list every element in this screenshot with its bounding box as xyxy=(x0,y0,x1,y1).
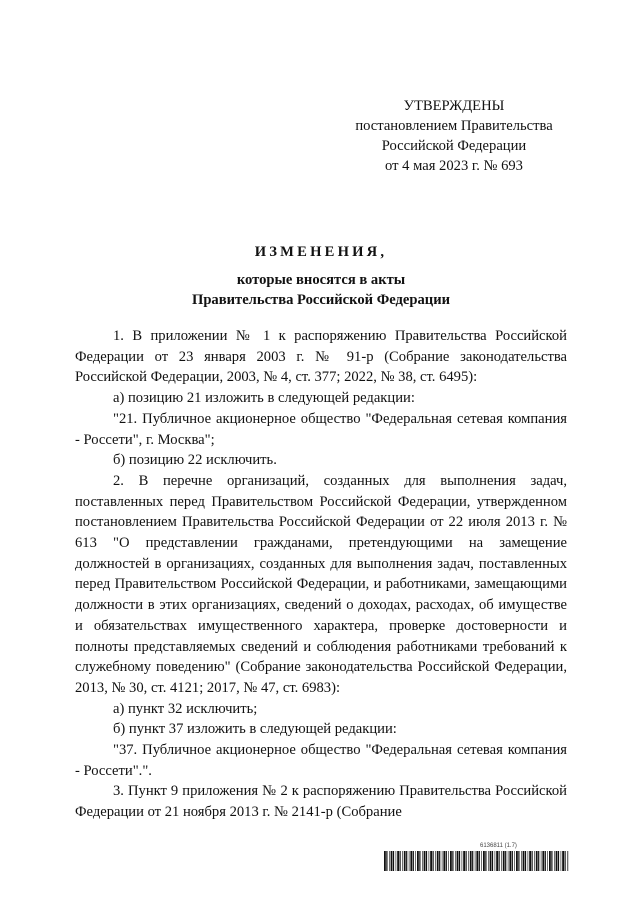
paragraph-item-3: 3. Пункт 9 приложения № 2 к распоряжению Правительства Российской Федерации от 21 ноября 2013 г. № 2141-р (Собрание xyxy=(75,783,567,821)
paragraph-subitem-2a: а) пункт 32 исключить; xyxy=(113,700,258,717)
paragraph-quote-37: "37. Публичное акционерное общество "Федеральная сетевая компания - Россети".". xyxy=(75,742,567,779)
approval-date-number: от 4 мая 2023 г. № 693 xyxy=(385,158,523,174)
document-body xyxy=(75,326,567,823)
document-code: 6136811 (1.7) xyxy=(480,843,517,849)
document-title: ИЗМЕНЕНИЯ, xyxy=(254,244,388,260)
approval-title: УТВЕРЖДЕНЫ xyxy=(403,98,505,114)
approval-authority-country: Российской Федерации xyxy=(381,138,527,154)
approval-authority: постановлением Правительства xyxy=(355,118,553,134)
paragraph-item-2: 2. В перечне организаций, созданных для выполнения задач, поставленных перед Правительством Российской Федерации, утвержденном постановлением Правительства Российской Федерации от 22 июля 2013 г. № 613 "О представлении гражданами, претендующими на замещение должностей в организациях, созданных для выполнения задач, поставленных перед Правительством Российской Федерации, и работниками, замещающими должности в этих организациях, сведений о доходах, расходах, об имуществе и обязательствах имущественного характера, проверке достоверности и полноты представляемых сведений и соблюдения работниками требований к служебному поведению" (Собрание законодательства Российской Федерации, 2013, № 30, ст. 4121; 2017, № 47, ст. 6983): xyxy=(75,472,567,696)
document-subtitle-line2: Правительства Российской Федерации xyxy=(191,292,451,308)
document-subtitle-line1: которые вносятся в акты xyxy=(236,272,406,288)
paragraph-quote-21: "21. Публичное акционерное общество "Федеральная сетевая компания - Россети", г. Москва"; xyxy=(75,410,567,448)
approval-block xyxy=(326,96,582,176)
paragraph-subitem-2b: б) пункт 37 изложить в следующей редакции: xyxy=(113,721,397,738)
barcode-image xyxy=(384,851,569,871)
document-heading xyxy=(75,242,567,310)
paragraph-subitem-1a: а) позицию 21 изложить в следующей редакции: xyxy=(113,390,415,407)
paragraph-subitem-1b: б) позицию 22 исключить. xyxy=(113,452,277,469)
paragraph-item-1: 1. В приложении № 1 к распоряжению Правительства Российской Федерации от 23 января 2003 г. № 91-р (Собрание законодательства Российской Федерации, 2003, № 4, ст. 377; 2022, № 38, ст. 6495): xyxy=(75,328,567,386)
